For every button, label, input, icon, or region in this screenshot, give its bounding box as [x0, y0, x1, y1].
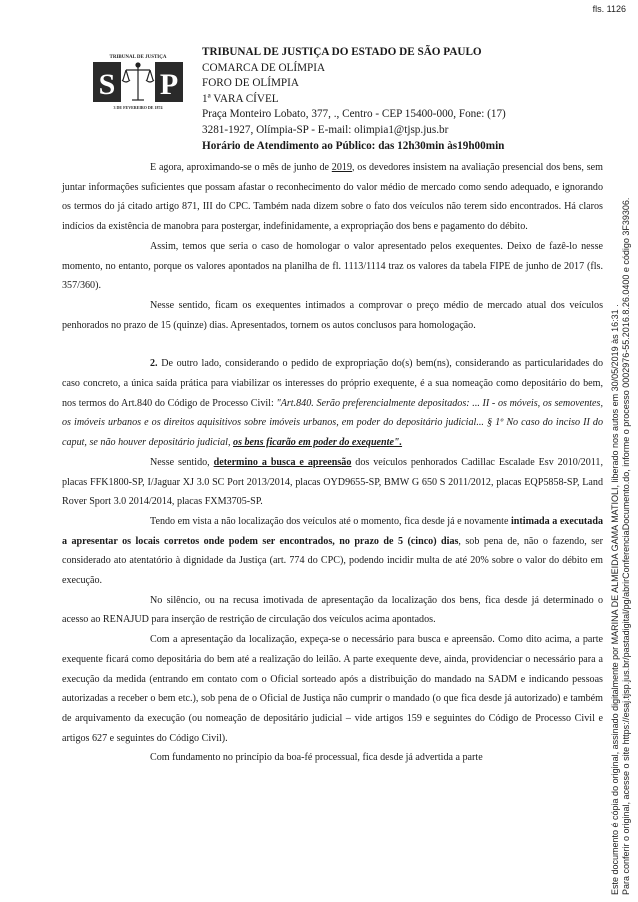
paragraph-8: Com a apresentação da localização, expeça-se o necessário para busca e apreensão. Como dito acima, a parte exequente ficará como depositária do bem até a realização do leilão. A parte exequente deve, ainda, providenciar o necessário para a execução da medida (entrando em contato com o Oficial sorteado após a distribuição do mandado na SADM e indicando pessoas autorizadas a receber o bem etc.), sob pena de o Oficial de Justiça não cumprir o mandado (o que fica desde já autorizado) e também de arquivamento da execução (ou nomeação de depositário judicial – vide artigos 159 e seguintes do Código de Processo Civil e artigos 627 e seguintes do Código Civil). [62, 634, 603, 744]
foro-line: FORO DE OLÍMPIA [202, 77, 299, 90]
paragraph-3: Nesse sentido, ficam os exequentes intimados a comprovar o preço médio de mercado atual dos veículos penhorados no prazo de 15 (quinze) dias. Apresentados, tornem os autos conclusos para homologação. [62, 299, 603, 331]
signature-note-line-2: Para conferir o original, acesse o site https://esaj.tjsp.jus.br/pastadigital/pg/abrirConferenciaDocumento.do, informe o processo 0002976-55.2016.8.26.0400 e código 3F39306. [621, 197, 631, 895]
paragraph-5: Nesse sentido, determino a busca e apreensão dos veículos penhorados Cadillac Escalade Esv 2010/2011, placas FFK1800-SP, I/Jaguar XJ 3.0 SC Port 2013/2014, placas OYD9655-SP, BMW G 650 S 2011/2012, placas EQP5858-SP, Land Rover Sport 3.0 2014/2014, placas FXM3705-SP. [62, 456, 603, 508]
summons-emphasis: intimada a executada a apresentar os locais corretos onde podem ser encontrados, no prazo de 5 (cinco) dias [62, 515, 603, 547]
court-title: TRIBUNAL DE JUSTIÇA DO ESTADO DE SÃO PAULO [202, 46, 482, 58]
paragraph-4: 2. De outro lado, considerando o pedido de expropriação do(s) bem(ns), considerando as particularidades do caso concreto, a única saída prática para viabilizar os interesses do próprio exequente, é a sua nomeação como depositário do bem, nos termos do Art.840 do Código de Processo Civil: "Art.840. Serão preferencialmente depositados: ... II - os móveis, os semoventes, os imóveis urbanos e os direitos aquisitivos sobre imóveis urbanos, em poder do depositário judicial... § 1º No caso do inciso II do caput, se não houver depositário judicial, os bens ficarão em poder do exequente". [62, 358, 603, 449]
signature-note-line-1: Este documento é cópia do original, assinado digitalmente por MARINA DE ALMEIDA GAMA MATIOLI, liberado nos autos em 30/05/2019 às 16:31 . [610, 304, 620, 895]
item-number-2: 2. [150, 358, 158, 370]
page-number: fls. 1126 [592, 4, 626, 14]
legal-quote: "Art.840. Serão preferencialmente depositados: ... II - os móveis, os semoventes, os imóveis urbanos e os direitos aquisitivos sobre imóveis urbanos, em poder do depositário judicial... § 1º No caso do inciso II do caput, se não houver depositário judicial, [62, 397, 603, 449]
year-2019: 2019 [331, 162, 352, 173]
legal-quote-emphasis: os bens ficarão em poder do exequente". [233, 437, 403, 449]
court-header [202, 45, 542, 154]
vara-line: 1ª VARA CÍVEL [202, 92, 279, 105]
decision-body [62, 158, 603, 768]
address-line-1: Praça Monteiro Lobato, 377, ., Centro - CEP 15400-000, Fone: (17) [202, 108, 506, 121]
paragraph-6: Tendo em vista a não localização dos veículos até o momento, fica desde já e novamente intimada a executada a apresentar os locais corretos onde podem ser encontrados, no prazo de 5 (cinco) dias, sob pena de, não o fazendo, ser considerado ato atentatório à dignidade da Justiça (art. 774 do CPC), podendo incidir multa de até 20% sobre o valor do débito em execução. [62, 515, 603, 587]
logo-date-text: 3 DE FEVEREIRO DE 1874 [113, 105, 163, 110]
comarca-line: COMARCA DE OLÍMPIA [202, 61, 326, 74]
paragraph-2: Assim, temos que seria o caso de homologar o valor apresentado pelos exequentes. Deixo de fazê-lo nesse momento, no entanto, porque os valores apontados na planilha de fl. 1113/1114 traz os valores da tabela FIPE de junho de 2017 (fls. 357/360). [62, 240, 603, 292]
paragraph-9: Com fundamento no princípio da boa-fé processual, fica desde já advertida a parte [150, 752, 483, 764]
paragraph-7: No silêncio, ou na recusa imotivada de apresentação da localização dos bens, fica desde já determinado o acesso ao RENAJUD para inserção de restrição de circulação dos veículos acima apontados. [62, 594, 603, 626]
paragraph-1: E agora, aproximando-se o mês de junho de 2019, os devedores insistem na avaliação presencial dos bens, sem juntar informações suficientes que possam afastar o reconhecimento do valor médio de mercado como sendo adequado, e ignorando os termos do já citado artigo 871, III do CPC. Também nada dizem sobre o fato dos veículos não terem sido encontrados. Há claros indícios da existência de manobra para postergar, indefinidamente, a expropriação dos bens e pagamento do débito. [62, 162, 603, 233]
office-hours: Horário de Atendimento ao Público: das 12h30min às19h00min [202, 139, 505, 152]
logo-top-text: TRIBUNAL DE JUSTIÇA [109, 55, 167, 60]
search-seizure-order: determino a busca e apreensão [213, 456, 352, 468]
address-line-2: 3281-1927, Olímpia-SP - E-mail: olimpia1@tjsp.jus.br [202, 123, 449, 136]
court-seal-logo [91, 50, 185, 112]
logo-letter-p: P [159, 68, 179, 101]
logo-letter-s: S [98, 68, 116, 101]
digital-signature-note [610, 198, 632, 895]
